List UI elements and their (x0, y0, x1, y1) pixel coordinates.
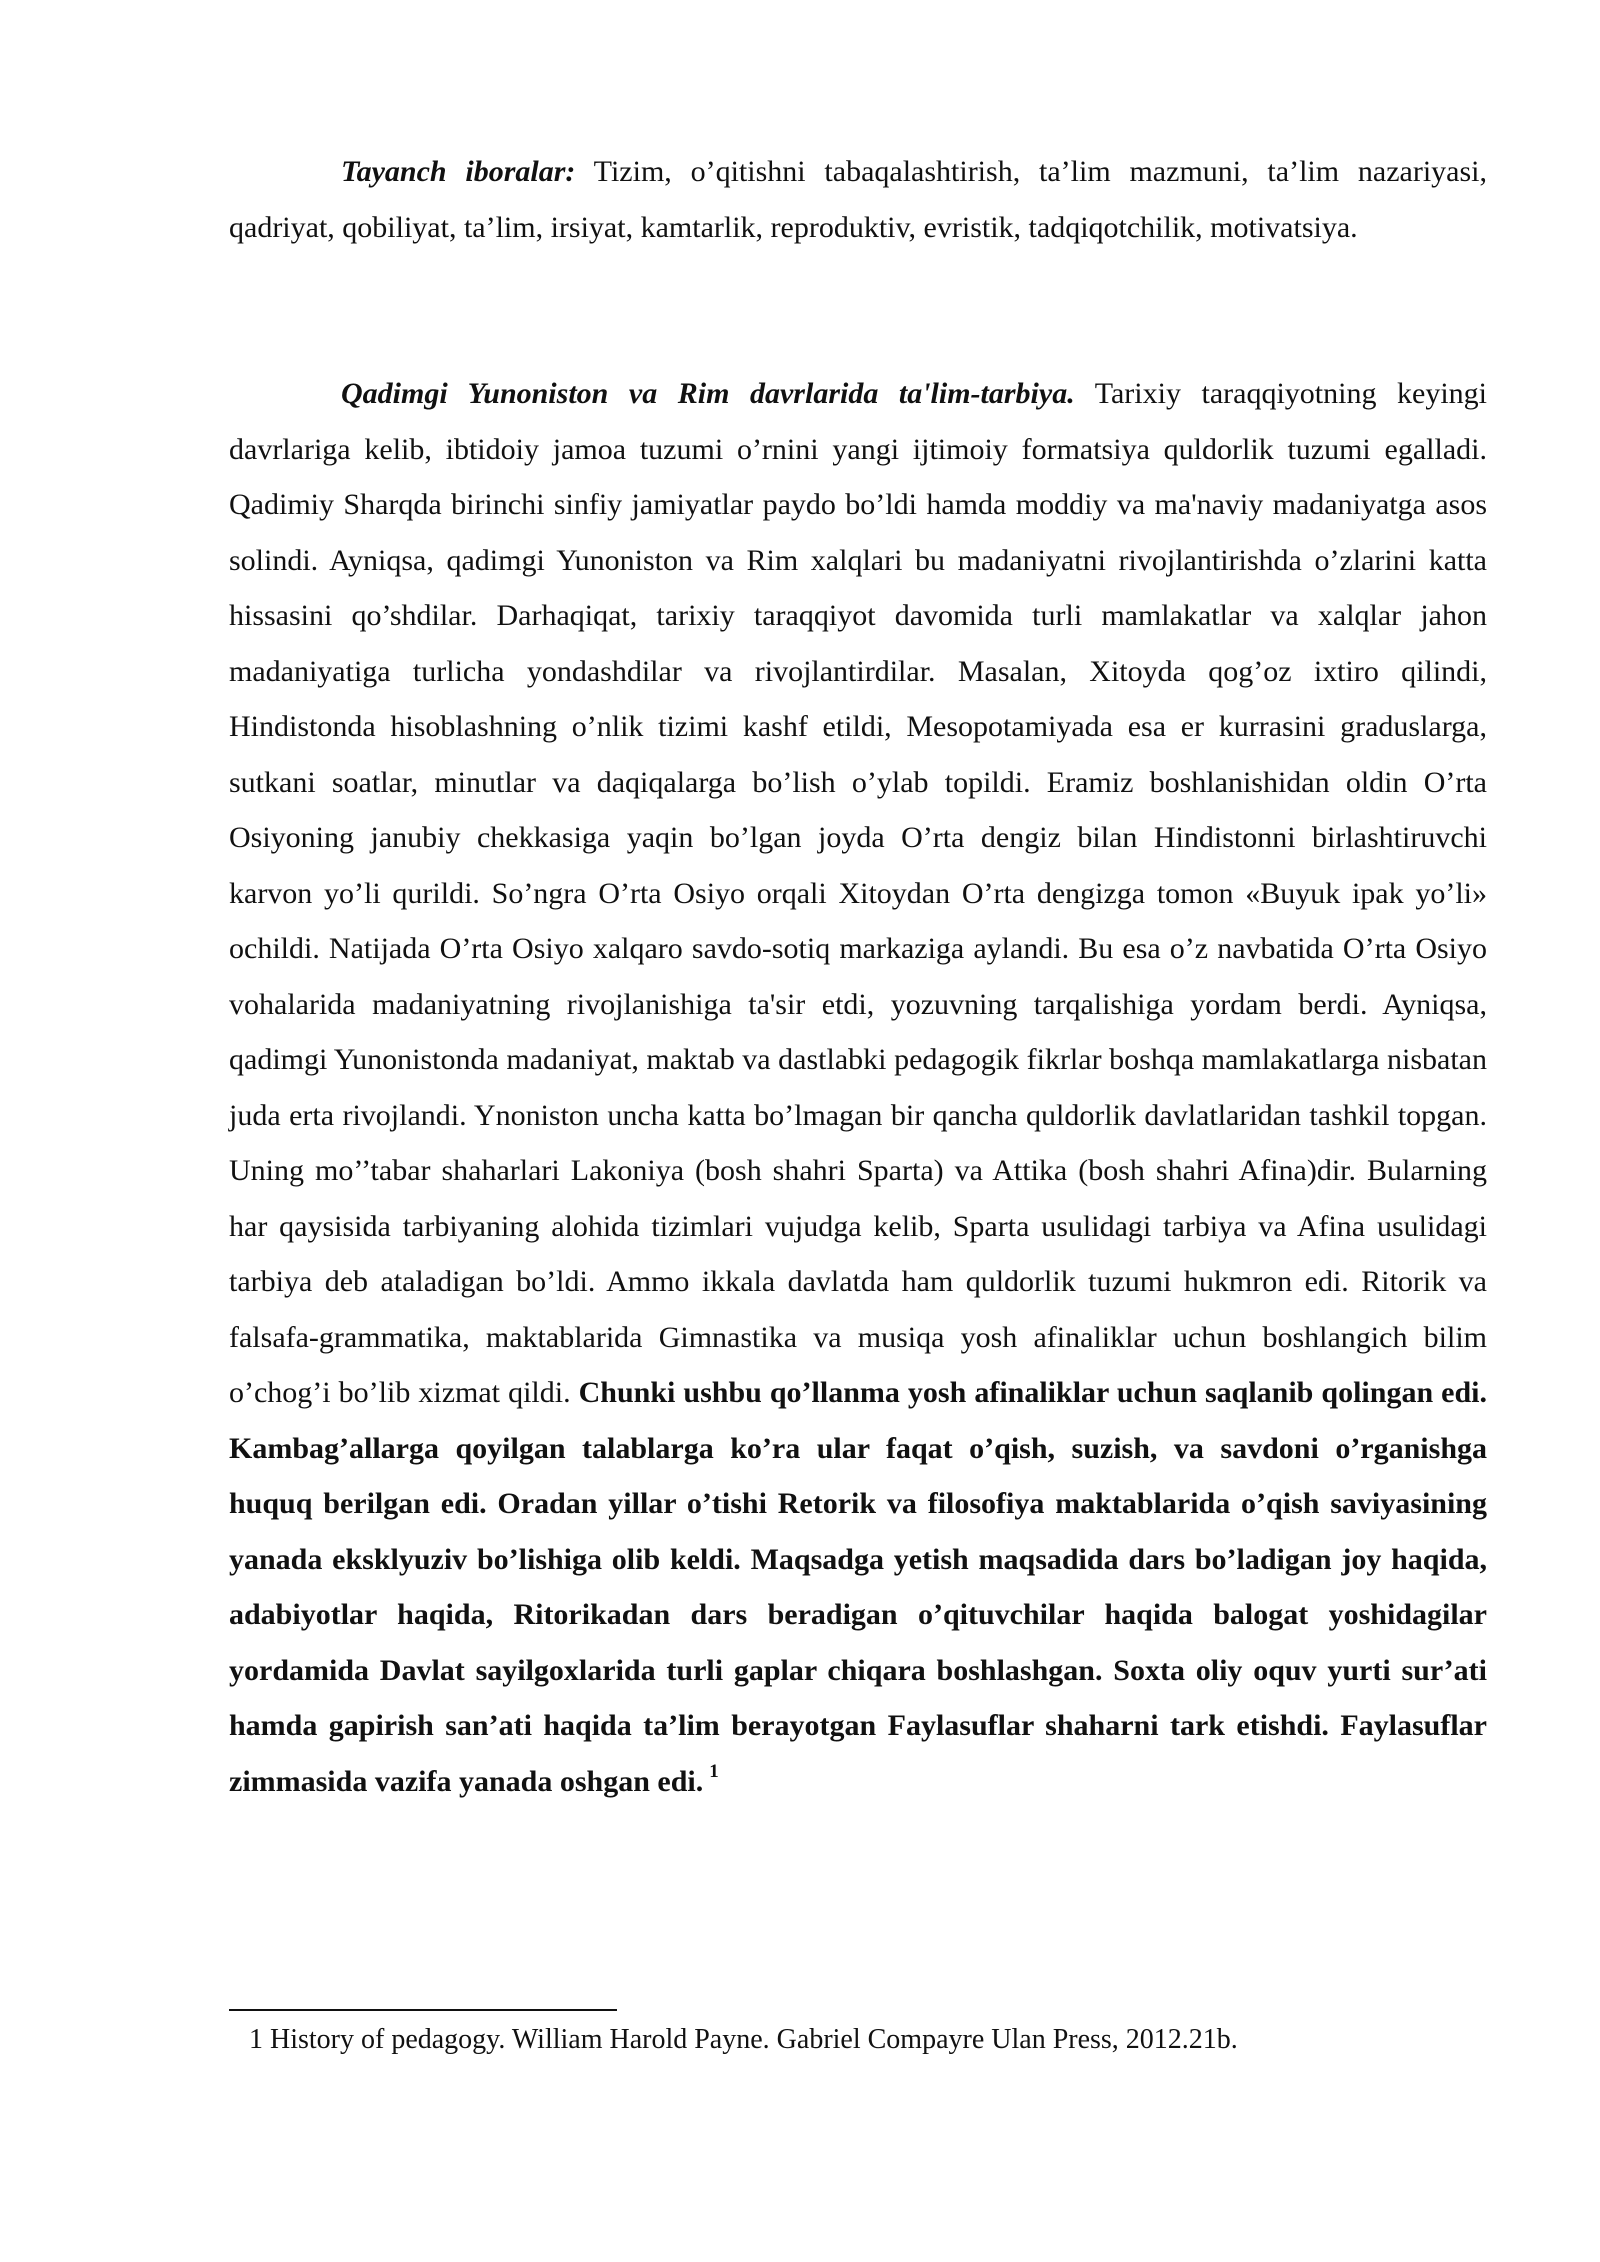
keywords-text: Tizim, o’qitishni tabaqalashtirish, ta’lim mazmuni, ta’lim nazariyasi, qadriyat, qobiliyat, ta’lim, irsiyat, kamtarlik, reproduktiv, evristik, tadqiqotchilik, motivatsiya. (229, 155, 1487, 244)
footnote-text: 1 History of pedagogy. William Harold Payne. Gabriel Compayre Ulan Press, 2012.21b. (249, 2024, 1238, 2055)
keywords-label: Tayanch iboralar: (341, 155, 576, 188)
keywords-paragraph (229, 144, 1487, 255)
section-heading: Qadimgi Yunoniston va Rim davrlarida ta'lim-tarbiya. (341, 377, 1075, 410)
section-paragraph (229, 366, 1487, 1809)
footnote-reference[interactable]: 1 (709, 1760, 719, 1782)
section-bold-text: Chunki ushbu qo’llanma yosh afinaliklar uchun saqlanib qolingan edi. Kambag’allarga qoyilgan talablarga ko’ra ular faqat o’qish, suzish, va savdoni o’rganishga huquq berilgan edi. Oradan yillar o’tishi Retorik va filosofiya maktablarida o’qish saviyasining yanada eksklyuziv bo’lishiga olib keldi. Maqsadga yetish maqsadida dars bo’ladigan joy haqida, adabiyotlar haqida, Ritorikadan dars beradigan o’qituvchilar haqida balogat yoshidagilar yordamida Davlat sayilgoxlarida turli gaplar chiqara boshlashgan. Soxta oliy oquv yurti sur’ati hamda gapirish san’ati haqida ta’lim berayotgan Faylasuflar shaharni tark etishdi. Faylasuflar zimmasida vazifa yanada oshgan edi. (229, 1376, 1488, 1798)
section-body-text: Tarixiy taraqqiyotning keyingi davrlariga kelib, ibtidoiy jamoa tuzumi o’rnini yangi ijtimoiy formatsiya quldorlik tuzumi egalladi. Qadimiy Sharqda birinchi sinfiy jamiyatlar paydo bo’ldi hamda moddiy va ma'naviy madaniyatga asos solindi. Ayniqsa, qadimgi Yunoniston va Rim xalqlari bu madaniyatni rivojlantirishda o’zlarini katta hissasini qo’shdilar. Darhaqiqat, tarixiy taraqqiyot davomida turli mamlakatlar va xalqlar jahon madaniyatiga turlicha yondashdilar va rivojlantirdilar. Masalan, Xitoyda qog’oz ixtiro qilindi, Hindistonda hisoblashning o’nlik tizimi kashf etildi, Mesopotamiyada esa er kurrasini graduslarga, sutkani soatlar, minutlar va daqiqalarga bo’lish o’ylab topildi. Eramiz boshlanishidan oldin O’rta Osiyoning janubiy chekkasiga yaqin bo’lgan joyda O’rta dengiz bilan Hindistonni birlashtiruvchi karvon yo’li qurildi. So’ngra O’rta Osiyo orqali Xitoydan O’rta dengizga tomon «Buyuk ipak yo’li» ochildi. Natijada O’rta Osiyo xalqaro savdo-sotiq markaziga aylandi. Bu esa o’z navbatida O’rta Osiyo vohalarida madaniyatning rivojlanishiga ta'sir etdi, yozuvning tarqalishiga yordam berdi. Ayniqsa, qadimgi Yunonistonda madaniyat, maktab va dastlabki pedagogik fikrlar boshqa mamlakatlarga nisbatan juda erta rivojlandi. Ynoniston uncha katta bo’lmagan bir qancha quldorlik davlatlaridan tashkil topgan. Uning mo’’tabar shaharlari Lakoniya (bosh shahri Sparta) va Attika (bosh shahri Afina)dir. Bularning har qaysisida tarbiyaning alohida tizimlari vujudga kelib, Sparta usulidagi tarbiya va Afina usulidagi tarbiya deb ataladigan bo’ldi. Ammo ikkala davlatda ham quldorlik tuzumi hukmron edi. Ritorik va falsafa-grammatika, maktablarida Gimnastika va musiqa yosh afinaliklar uchun boshlangich bilim o’chog’i bo’lib xizmat qildi. (229, 377, 1487, 1409)
footnote-separator (229, 2009, 617, 2011)
